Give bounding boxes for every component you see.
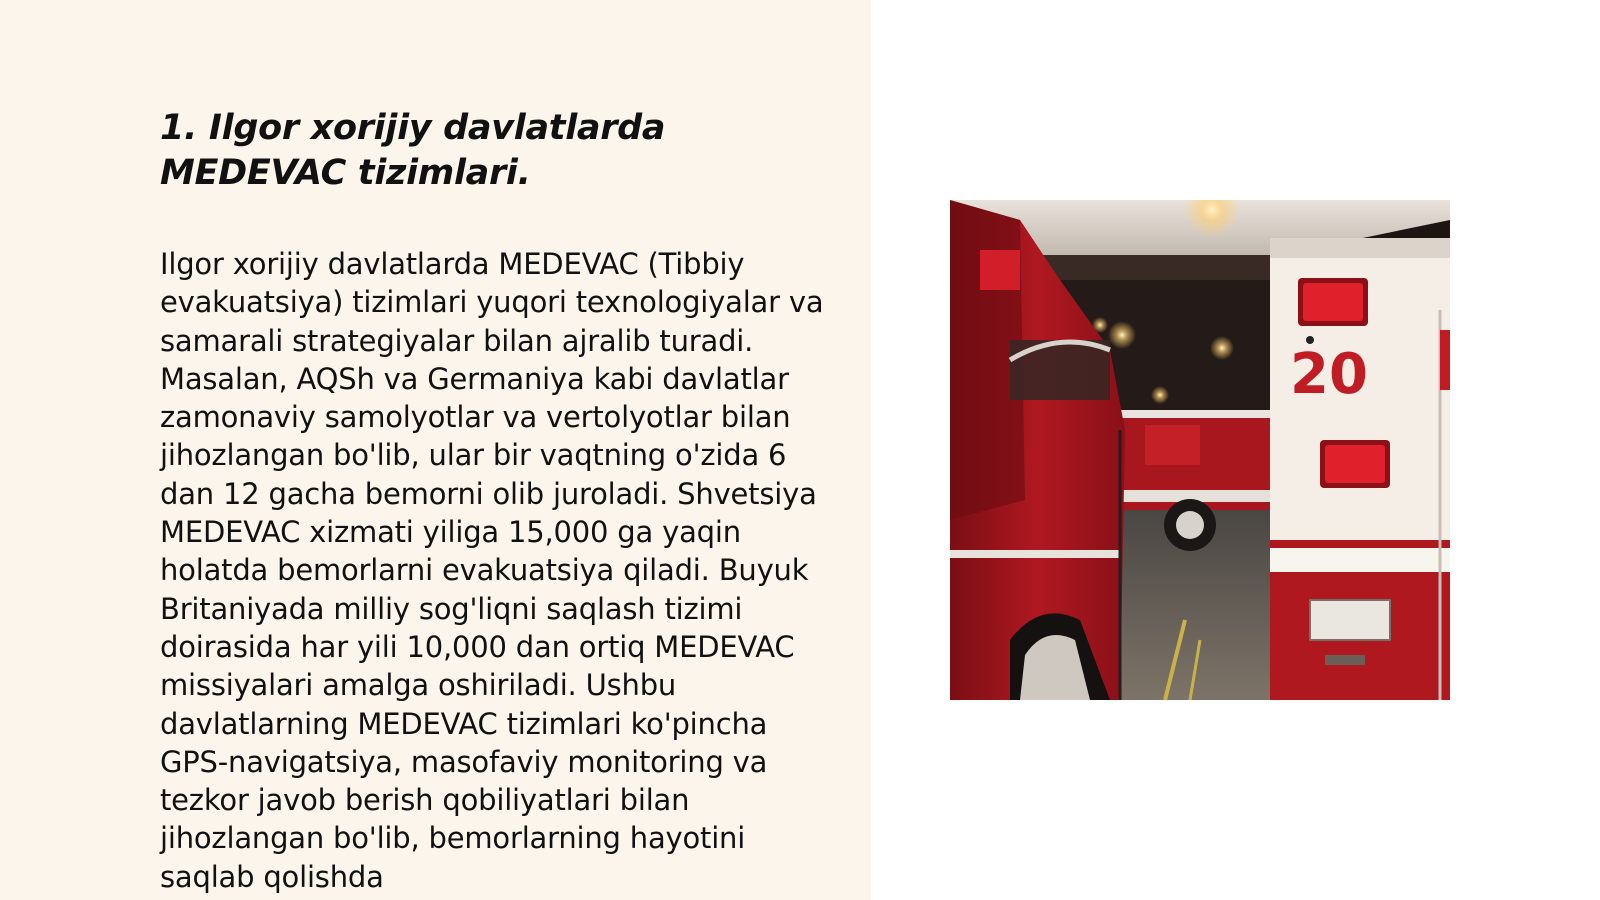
slide-title: 1. Ilgor xorijiy davlatlarda MEDEVAC tizimlari.: [160, 108, 666, 193]
ambulance-illustration: [950, 200, 1450, 700]
unit-number: 20: [1290, 342, 1368, 407]
slide-body-text: Ilgor xorijiy davlatlarda MEDEVAC (Tibbiy evakuatsiya) tizimlari yuqori texnologiyalar va samarali strategiyalar bilan ajralib turadi. Masalan, AQSh va Germaniya kabi davlatlar zamonaviy samolyotlar va vertolyotlar bilan jihozlangan bo'lib, ular bir vaqtning o'zida 6 dan 12 gacha bemorni olib juroladi. Shvetsiya MEDEVAC xizmati yiliga 15,000 ga yaqin holatda bemorlarni evakuatsiya qiladi. Buyuk Britaniyada milliy sog'liqni saqlash tizimi doirasida har yili 10,000 dan ortiq MEDEVAC missiyalari amalga oshiriladi. Ushbu davlatlarning MEDEVAC tizimlari ko'pincha GPS-navigatsiya, masofaviy monitoring va tezkor javob berish qobiliyatlari bilan jihozlangan bo'lib, bemorlarning hayotini saqlab qolishda: [160, 247, 824, 894]
ambulance-photo: [950, 200, 1450, 700]
